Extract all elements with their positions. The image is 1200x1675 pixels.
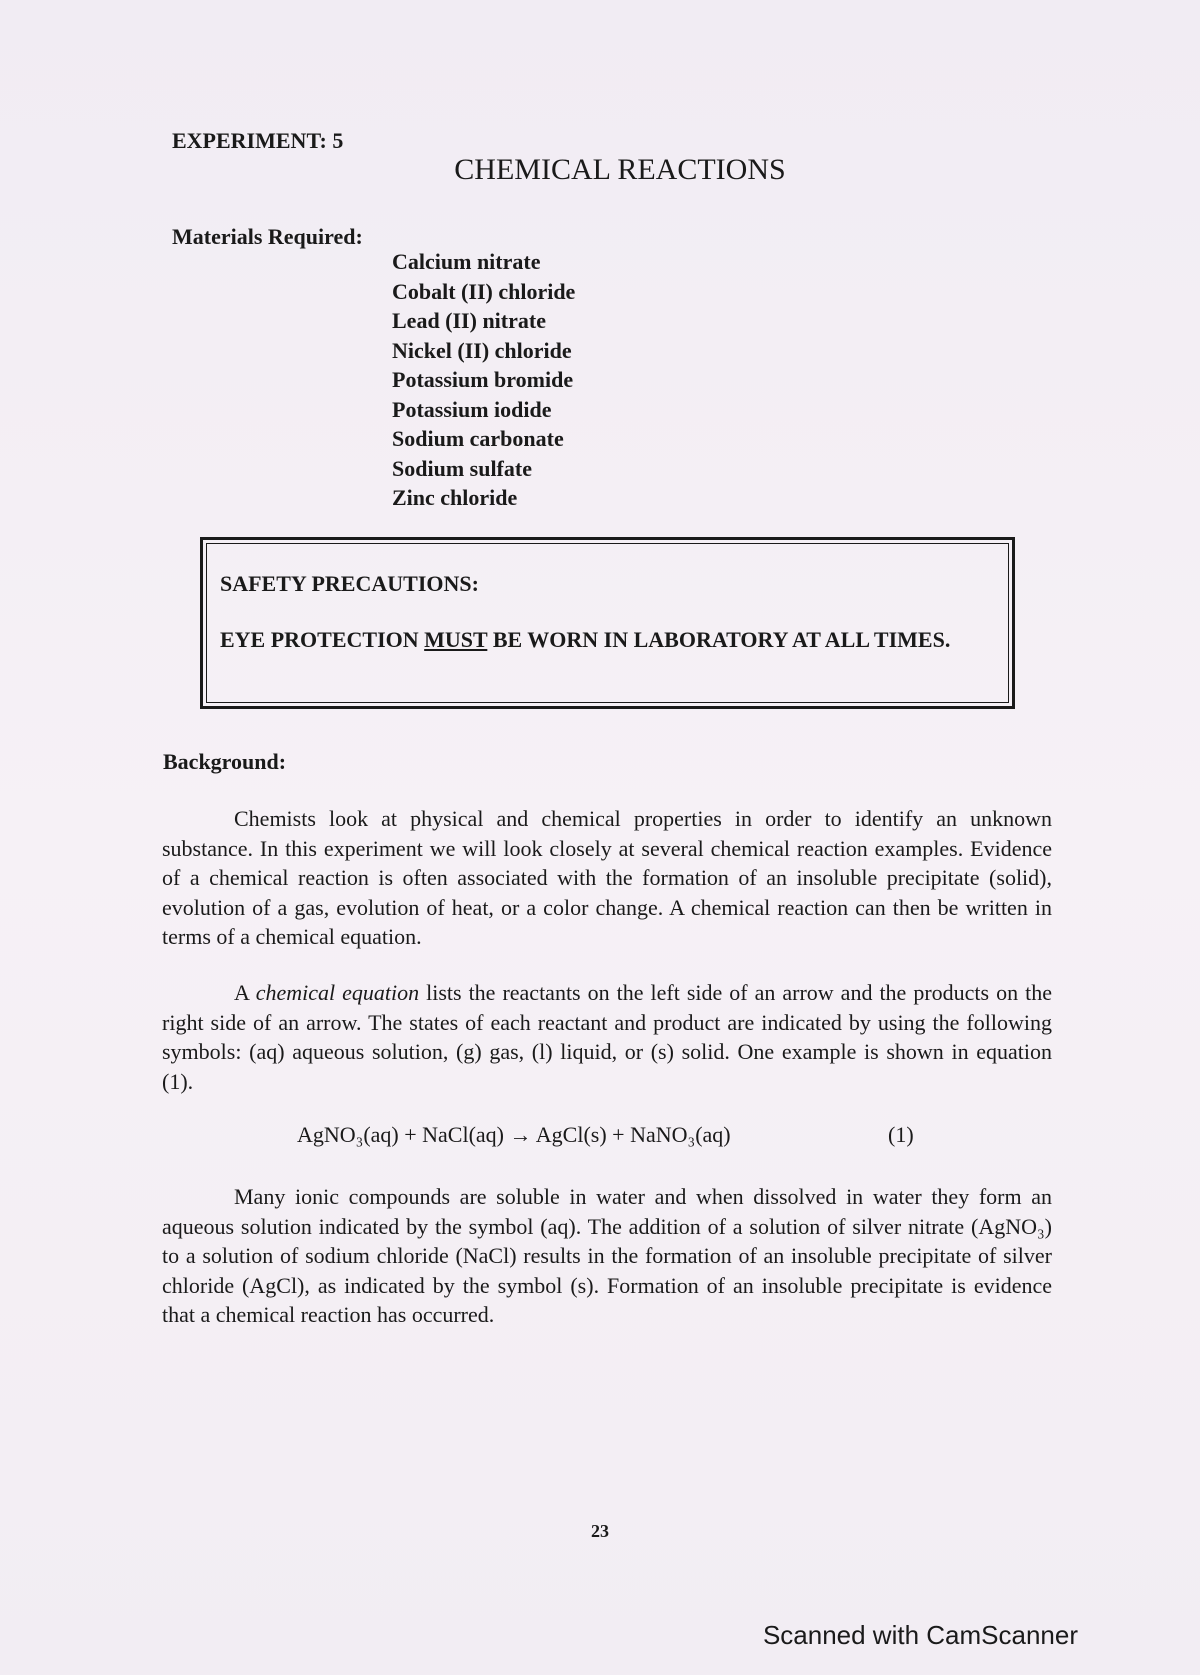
background-paragraph-3: Many ionic compounds are soluble in water and when dissolved in water they form an aqueous solution indicated by the symbol (aq). The addition of a solution of silver nitrate (AgNO₃) to a solution of sodium chloride (NaCl) results in the formation of an insoluble precipitate of silver chloride (AgCl), as indicated by the symbol (s). Formation of an insoluble precipitate is evidence that a chemical reaction has occurred. <box>162 1184 1052 1327</box>
safety-text-emphasis: MUST <box>424 627 488 652</box>
materials-label: Materials Required: <box>172 224 363 249</box>
safety-box-inner <box>206 543 1009 703</box>
background-paragraph-1: Chemists look at physical and chemical properties in order to identify an unknown substance. In this experiment we will look closely at several chemical reaction examples. Evidence of a chemical reaction is often associated with the formation of an insoluble precipitate (solid), evolution of a gas, evolution of heat, or a color change. A chemical reaction can then be written in terms of a chemical equation. <box>162 806 1052 949</box>
chemical-equation: AgNO₃(aq) + NaCl(aq) → AgCl(s) + NaNO₃(aq) <box>297 1122 731 1147</box>
material-item: Nickel (II) chloride <box>392 337 572 363</box>
safety-title: SAFETY PRECAUTIONS: <box>220 571 479 596</box>
material-item: Potassium bromide <box>392 367 574 392</box>
chemical-equation-term: chemical equation <box>255 980 420 1005</box>
equation-number: (1) <box>888 1122 914 1147</box>
paragraph-2-rest: lists the reactants on the left side of an arrow and the products on the right side of an arrow. The states of each reactant and product are indicated by using the following symbols: (aq) aqueous solution, (g) gas, (l) liquid, or (s) solid. One example is shown in equation (1). <box>162 980 1052 1094</box>
safety-text-before: EYE PROTECTION <box>220 627 425 652</box>
material-item: Calcium nitrate <box>392 249 541 274</box>
material-item: Lead (II) nitrate <box>392 308 546 333</box>
materials-list <box>392 247 575 513</box>
material-item: Potassium iodide <box>392 396 552 422</box>
scanner-watermark: Scanned with CamScanner <box>762 1620 1078 1650</box>
page-number: 23 <box>591 1521 609 1541</box>
material-item: Zinc chloride <box>392 485 518 510</box>
safety-text <box>220 626 980 654</box>
safety-box <box>200 537 1015 709</box>
background-label: Background: <box>163 749 287 774</box>
material-item: Cobalt (II) chloride <box>392 278 576 304</box>
paragraph-2-start: A <box>234 980 256 1005</box>
material-item: Sodium sulfate <box>392 455 532 481</box>
safety-text-after: BE WORN IN LABORATORY AT ALL TIMES. <box>487 627 951 652</box>
background-paragraph-2 <box>162 978 1052 1096</box>
experiment-label: EXPERIMENT: 5 <box>172 128 344 153</box>
material-item: Sodium carbonate <box>392 426 564 451</box>
page-title: CHEMICAL REACTIONS <box>454 153 786 186</box>
